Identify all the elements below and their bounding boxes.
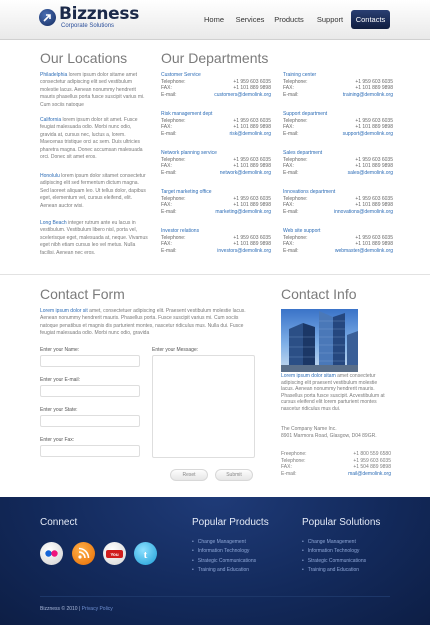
department-fax-row — [161, 202, 271, 209]
department-fax-row — [161, 85, 271, 92]
popular-product-link[interactable]: • Training and Education — [192, 566, 256, 575]
department-block — [283, 150, 393, 176]
email-label: Enter your E-mail: — [40, 377, 81, 383]
contact-info-body: amet consectetur adipiscing elit praesent vestibulum molestie lacus. Aenean nonummy hendrerit mauris. Phasellus porta fusce suscipit. Acvestibulum at cursus eleifend elit lorem parturient montes nascetur ridiculus mus dui. — [281, 373, 385, 412]
telephone-value: +1 959 603 6035 — [353, 457, 391, 464]
fax-input[interactable] — [40, 445, 140, 457]
nav-support[interactable]: Support — [316, 15, 344, 24]
location-text: lorem ipsum dolor sitame amet consectetur adipiscing elit sed vestibulum molestie lacus. Aenean nonummy hendrerit mauris phasellus porta fusce suscipit varius mi. Cum sociis natoque — [40, 72, 145, 108]
department-telephone-label: Telephone: — [161, 117, 186, 124]
department-fax-label: FAX: — [161, 241, 172, 248]
department-telephone-label: Telephone: — [283, 195, 308, 202]
location-item — [40, 173, 148, 210]
youtube-icon[interactable] — [103, 542, 126, 565]
email-label: E-mail: — [281, 470, 297, 477]
department-email-row — [283, 170, 393, 177]
department-fax-value: +1 101 889 9898 — [233, 124, 271, 131]
twitter-icon[interactable] — [134, 542, 157, 565]
department-name: Target marketing office — [161, 189, 212, 195]
popular-product-link[interactable]: • Change Management — [192, 538, 256, 547]
department-fax-row — [161, 163, 271, 170]
department-fax-row — [283, 241, 393, 248]
department-telephone-row — [283, 118, 393, 125]
department-fax-label: FAX: — [161, 163, 172, 170]
email-link[interactable]: mail@demolink.org — [348, 470, 391, 477]
contact-form-title: Contact Form — [40, 286, 125, 302]
department-block — [283, 111, 393, 137]
location-item — [40, 220, 148, 257]
department-block — [161, 72, 271, 98]
department-block — [283, 72, 393, 98]
department-name: Support department — [283, 111, 328, 117]
department-email-label: E-mail: — [283, 208, 299, 215]
department-name: Innovations department — [283, 189, 336, 195]
department-email-link[interactable]: support@demolink.org — [342, 130, 393, 137]
department-fax-value: +1 101 889 9898 — [355, 202, 393, 209]
department-telephone-row — [283, 235, 393, 242]
email-row — [281, 471, 391, 478]
department-telephone-row — [283, 196, 393, 203]
locations-title: Our Locations — [40, 50, 128, 66]
contact-info-lead: Lorem ipsum dolor sitam — [281, 373, 336, 379]
contact-phones — [281, 451, 391, 477]
location-city[interactable]: Long Beach — [40, 220, 67, 226]
department-telephone-label: Telephone: — [161, 156, 186, 163]
popular-solution-link[interactable]: • Strategic Communications — [302, 557, 366, 566]
department-block — [161, 228, 271, 254]
department-telephone-value: +1 959 603 6035 — [233, 78, 271, 85]
department-fax-label: FAX: — [161, 202, 172, 209]
department-fax-row — [283, 202, 393, 209]
department-telephone-value: +1 959 603 6035 — [355, 78, 393, 85]
department-fax-label: FAX: — [161, 85, 172, 92]
department-email-link[interactable]: marketing@demolink.org — [215, 208, 271, 215]
department-fax-label: FAX: — [283, 85, 294, 92]
popular-solutions-title: Popular Solutions — [302, 517, 381, 528]
fax-row — [281, 464, 391, 471]
department-telephone-label: Telephone: — [283, 234, 308, 241]
intro-lead: Lorem ipsum dolor sit — [40, 308, 88, 314]
company-address: 8901 Marmora Road, Glasgow, D04 89GR. — [281, 433, 377, 439]
location-city[interactable]: California — [40, 117, 62, 123]
department-fax-value: +1 101 889 9898 — [233, 163, 271, 170]
intro-text: amet, consectetuer adipiscing elit. Praesent vestibulum molestie lacus. Aenean nonummy hendrerit mauris. Phasellus porta. Fusce suscipit varius mi. Cum sociis natoque penatibus et magnis dis parturient montes, nascetur ridiculus mus. Nulla dui. Fusce feugiat malesuada odio. Morbi nunc odio, gravida — [40, 308, 246, 336]
department-telephone-value: +1 959 603 6035 — [233, 156, 271, 163]
popular-solutions-list — [302, 538, 366, 576]
departments-title: Our Departments — [161, 50, 269, 66]
department-email-row — [161, 170, 271, 177]
department-name: Customer Service — [161, 72, 201, 78]
nav-contacts[interactable]: Contacts — [351, 10, 390, 29]
department-fax-row — [283, 163, 393, 170]
department-email-label: E-mail: — [161, 130, 177, 137]
fax-value: +1 504 889 9898 — [353, 464, 391, 471]
department-block — [161, 189, 271, 215]
reset-button[interactable]: Reset — [170, 469, 208, 481]
department-fax-row — [283, 124, 393, 131]
flickr-icon[interactable] — [40, 542, 63, 565]
department-fax-row — [161, 241, 271, 248]
department-fax-value: +1 101 889 9898 — [233, 202, 271, 209]
popular-product-link[interactable]: • Strategic Communications — [192, 557, 256, 566]
telephone-label: Telephone: — [281, 457, 306, 464]
popular-products-list — [192, 538, 256, 576]
department-email-row — [283, 248, 393, 255]
department-telephone-row — [283, 79, 393, 86]
logo-arrow-icon[interactable] — [39, 9, 56, 26]
department-telephone-row — [161, 196, 271, 203]
popular-solution-link[interactable]: • Training and Education — [302, 566, 366, 575]
department-email-link[interactable]: webmaster@demolink.org — [334, 247, 393, 254]
department-fax-value: +1 101 889 9898 — [355, 163, 393, 170]
message-textarea[interactable] — [152, 355, 255, 458]
department-email-row — [283, 209, 393, 216]
logo-name[interactable]: Bizzness — [59, 4, 140, 24]
department-telephone-label: Telephone: — [283, 78, 308, 85]
contact-info-text — [281, 373, 391, 413]
department-email-label: E-mail: — [161, 169, 177, 176]
message-label: Enter your Message: — [152, 347, 199, 353]
department-fax-label: FAX: — [283, 163, 294, 170]
department-email-label: E-mail: — [161, 247, 177, 254]
department-block — [283, 189, 393, 215]
contact-info-title: Contact Info — [281, 286, 357, 302]
popular-products-title: Popular Products — [192, 517, 269, 528]
popular-solution-link[interactable]: • Change Management — [302, 538, 366, 547]
department-email-link[interactable]: customers@demolink.org — [214, 91, 271, 98]
department-email-row — [283, 131, 393, 138]
department-name: Network planning service — [161, 150, 217, 156]
department-telephone-value: +1 959 603 6035 — [355, 195, 393, 202]
location-city[interactable]: Philadelphia — [40, 72, 68, 78]
department-telephone-row — [161, 235, 271, 242]
department-telephone-row — [161, 79, 271, 86]
department-email-row — [283, 92, 393, 99]
department-fax-label: FAX: — [283, 202, 294, 209]
department-email-row — [161, 92, 271, 99]
location-item — [40, 72, 148, 109]
department-email-link[interactable]: innovations@demolink.org — [334, 208, 393, 215]
department-email-row — [161, 248, 271, 255]
department-telephone-label: Telephone: — [283, 156, 308, 163]
department-email-label: E-mail: — [161, 208, 177, 215]
department-telephone-value: +1 959 603 6035 — [355, 156, 393, 163]
privacy-policy-link[interactable]: Privacy Policy — [81, 606, 113, 612]
department-telephone-label: Telephone: — [161, 234, 186, 241]
copyright-text: Bizzness © 2010 | — [40, 606, 82, 612]
footer-divider — [40, 596, 390, 597]
department-fax-label: FAX: — [161, 124, 172, 131]
department-fax-row — [161, 124, 271, 131]
contact-form-intro — [40, 308, 255, 337]
section-divider — [0, 274, 430, 275]
department-email-link[interactable]: risk@demolink.org — [229, 130, 271, 137]
department-email-label: E-mail: — [283, 247, 299, 254]
nav-services[interactable]: Services — [235, 15, 265, 24]
department-fax-value: +1 101 889 9898 — [355, 124, 393, 131]
name-label: Enter your Name: — [40, 347, 80, 353]
department-name: Web site support — [283, 228, 321, 234]
department-email-link[interactable]: network@demolink.org — [219, 169, 271, 176]
department-block — [161, 150, 271, 176]
freephone-label: Freephone: — [281, 451, 307, 457]
department-telephone-value: +1 959 603 6035 — [233, 234, 271, 241]
department-fax-value: +1 101 889 9898 — [355, 241, 393, 248]
svg-text:You: You — [110, 552, 119, 558]
department-telephone-row — [161, 118, 271, 125]
header — [0, 0, 430, 40]
office-building-photo — [281, 309, 358, 372]
logo-tagline: Corporate Solutions — [61, 23, 115, 29]
department-name: Training center — [283, 72, 317, 78]
department-email-link[interactable]: training@demolink.org — [342, 91, 393, 98]
location-text: lorem ipsum dolor sit amet. Fusce feugiat malesuada odio. Morbi nunc odio, gravida at, cursus nec, luctus a, lorem. Maecenas tristique orci ac sem. Duis ultricies pharetra magna. Donec accumsan malesuada orci. Donec sit amet eros. — [40, 117, 143, 161]
fax-label: FAX: — [281, 464, 292, 471]
popular-product-link[interactable]: • Information Technology — [192, 547, 256, 556]
nav-products[interactable]: Products — [274, 15, 304, 24]
department-name: Sales department — [283, 150, 323, 156]
submit-button[interactable]: Submit — [215, 469, 253, 481]
email-input[interactable] — [40, 385, 140, 397]
department-name: Risk management dept — [161, 111, 213, 117]
department-fax-value: +1 101 889 9898 — [233, 241, 271, 248]
department-telephone-row — [161, 157, 271, 164]
department-email-label: E-mail: — [283, 130, 299, 137]
department-email-row — [161, 131, 271, 138]
department-fax-value: +1 101 889 9898 — [233, 85, 271, 92]
location-text: lorem ipsum dolor sitamet consectetur adipiscing elit sed fermentum dictum magna. Sed laoreet aliquam leo. Ut tellus dolor, dapibus eget, elementum vel, cursus eleifend, elit. Aenean auctor wisi. — [40, 173, 146, 209]
department-telephone-label: Telephone: — [161, 195, 186, 202]
department-fax-row — [283, 85, 393, 92]
location-text: integer rutrum ante eu lacus in vestibulum. Vestibulum libero nisl, porta vel, scelerisque eget, malesuada at, neque. Vivamus eget nibh etiam cursus leo vel metus. Nulla facilisi. Aenean nec eros. — [40, 220, 148, 256]
fax-label: Enter your Fax: — [40, 437, 75, 443]
department-email-label: E-mail: — [283, 169, 299, 176]
rss-icon[interactable] — [72, 542, 95, 565]
freephone-value: +1 800 559 6580 — [353, 451, 391, 457]
name-input[interactable] — [40, 355, 140, 367]
department-fax-label: FAX: — [283, 241, 294, 248]
state-input[interactable] — [40, 415, 140, 427]
department-name: Investor relations — [161, 228, 200, 234]
department-telephone-label: Telephone: — [283, 117, 308, 124]
department-email-link[interactable]: investors@demolink.org — [217, 247, 271, 254]
company-name: The Company Name Inc. — [281, 426, 337, 432]
department-telephone-label: Telephone: — [161, 78, 186, 85]
department-email-label: E-mail: — [283, 91, 299, 98]
freephone-row — [281, 451, 391, 458]
location-city[interactable]: Honolulu — [40, 173, 60, 179]
department-email-link[interactable]: sales@demolink.org — [347, 169, 393, 176]
department-block — [161, 111, 271, 137]
svg-text:t: t — [143, 549, 148, 561]
connect-title: Connect — [40, 517, 78, 528]
department-telephone-value: +1 959 603 6035 — [355, 117, 393, 124]
department-block — [283, 228, 393, 254]
copyright — [40, 606, 113, 613]
department-email-row — [161, 209, 271, 216]
popular-solution-link[interactable]: • Information Technology — [302, 547, 366, 556]
department-telephone-value: +1 959 603 6035 — [233, 117, 271, 124]
department-telephone-row — [283, 157, 393, 164]
department-email-label: E-mail: — [161, 91, 177, 98]
nav-home[interactable]: Home — [203, 15, 224, 24]
telephone-row — [281, 458, 391, 465]
department-fax-value: +1 101 889 9898 — [355, 85, 393, 92]
department-fax-label: FAX: — [283, 124, 294, 131]
state-label: Enter your State: — [40, 407, 78, 413]
location-item — [40, 117, 148, 161]
department-telephone-value: +1 959 603 6035 — [233, 195, 271, 202]
department-telephone-value: +1 959 603 6035 — [355, 234, 393, 241]
